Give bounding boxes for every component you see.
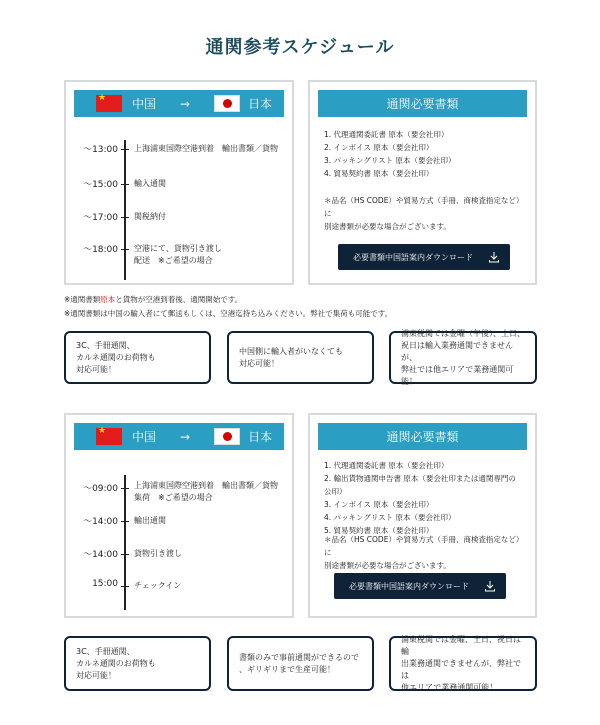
timeline-text: 輸入通関 — [134, 179, 166, 188]
required-docs-panel-2 — [308, 413, 537, 618]
feature-line: 3C、手冊通関、 — [76, 340, 135, 350]
route-arrow: → — [180, 96, 191, 111]
route-to: 日本 — [248, 97, 273, 111]
note-text: と貨物が空港到着後、通関開始です。 — [115, 295, 243, 304]
download-button-label: 必要書類中国語案内ダウンロード — [353, 252, 473, 262]
japan-flag-icon — [214, 95, 240, 112]
timeline-time: ～14:00 — [83, 550, 118, 560]
timeline-line — [124, 475, 126, 610]
feature-line: 浦東税関では金曜、土日、祝日は輸 — [401, 634, 521, 656]
note-line: ＊品名（HS CODE）や貿易方式（手冊、商検査指定など）に — [324, 535, 520, 557]
timeline-tick — [121, 554, 129, 555]
required-doc-item: 4. パッキングリスト 原本（要会社印） — [324, 513, 456, 522]
timeline-time: ～15:00 — [83, 180, 118, 190]
feature-box — [64, 331, 211, 384]
schedule-panel-1 — [64, 80, 294, 285]
download-button-label: 必要書類中国語案内ダウンロード — [349, 581, 469, 591]
timeline-tick — [121, 488, 129, 489]
feature-box — [64, 636, 211, 691]
feature-line: カルネ通関のお荷物も — [76, 658, 156, 668]
feature-box — [389, 636, 537, 691]
timeline-time: ～17:00 — [83, 213, 118, 223]
route-from: 中国 — [132, 430, 157, 444]
feature-line: 対応可能！ — [239, 358, 279, 368]
required-doc-item: 2. インボイス 原本（要会社印） — [324, 143, 434, 152]
timeline-time: ～14:00 — [83, 517, 118, 527]
download-button[interactable] — [338, 244, 510, 270]
note-1 — [64, 293, 392, 307]
japan-flag-icon — [214, 428, 240, 445]
timeline-tick — [121, 184, 129, 185]
feature-line: 対応可能！ — [76, 670, 116, 680]
required-docs-note — [324, 194, 523, 233]
route-from: 中国 — [132, 97, 157, 111]
note-line: 別途書類が必要な場合がございます。 — [324, 222, 451, 231]
timeline-text: 配送 ※ご希望の場合 — [134, 256, 213, 265]
timeline-text: 上海浦東国際空港到着 輸出書類／貨物 — [134, 144, 278, 153]
timeline-text: 貨物引き渡し — [134, 549, 182, 558]
note-highlight: 原本 — [100, 295, 116, 304]
timeline-text: 輸出通関 — [134, 516, 166, 525]
note-2: ※通関書類は中国の輸入者にて郵送もしくは、空港迄持ち込みください。弊社で集荷も可能です。 — [64, 309, 393, 318]
required-docs-list — [324, 128, 523, 180]
timeline-tick — [121, 521, 129, 522]
schedule-panel-2 — [64, 413, 294, 618]
timeline-tick — [121, 217, 129, 218]
feature-line: 弊社では他エリアで業務通関可能！ — [401, 364, 514, 386]
route-bar — [74, 423, 284, 450]
timeline-text: 上海浦東国際空港到着 輸出書類／貨物 — [134, 481, 278, 490]
feature-line: 、ギリギリまで生産可能！ — [239, 664, 335, 674]
feature-line: カルネ通関のお荷物も — [76, 352, 156, 362]
feature-box — [227, 331, 374, 384]
required-doc-item: 1. 代理通関委託書 原本（要会社印） — [324, 461, 449, 470]
timeline-time: ～13:00 — [83, 145, 118, 155]
feature-box — [389, 328, 537, 386]
required-docs-title: 通関必要書類 — [318, 423, 527, 450]
required-doc-item: 3. インボイス 原本（要会社印） — [324, 500, 434, 509]
route-bar — [74, 90, 284, 117]
timeline-text: 空港にて、貨物引き渡し — [134, 244, 222, 253]
notes-block — [64, 293, 392, 321]
china-flag-icon — [96, 428, 122, 445]
note-line: 別途書類が必要な場合がございます。 — [324, 561, 451, 570]
required-docs-note — [324, 533, 523, 572]
required-docs-list — [324, 459, 523, 537]
required-docs-panel-1 — [308, 80, 537, 285]
download-icon — [484, 580, 496, 592]
feature-line: 3C、手冊通関、 — [76, 646, 135, 656]
timeline-time: ～18:00 — [83, 245, 118, 255]
china-flag-icon — [96, 95, 122, 112]
feature-box — [227, 636, 374, 691]
timeline-tick — [121, 586, 129, 587]
download-icon — [488, 251, 500, 263]
download-button[interactable] — [334, 573, 506, 599]
feature-line: 中国側に輸入者がいなくても — [239, 346, 343, 356]
timeline-text: チェックイン — [134, 581, 182, 590]
required-docs-title: 通関必要書類 — [318, 90, 527, 117]
timeline-text: 関税納付 — [134, 212, 166, 221]
route-arrow: → — [180, 429, 191, 444]
required-doc-item: 2. 輸出貨物通関申告書 原本（要会社印または通関専門の公印） — [324, 474, 516, 496]
required-doc-item: 4. 貿易契約書 原本（要会社印） — [324, 169, 434, 178]
route-to: 日本 — [248, 430, 273, 444]
timeline-line — [124, 140, 126, 280]
feature-line: 対応可能！ — [76, 364, 116, 374]
timeline-time: 15:00 — [92, 579, 118, 589]
timeline-tick — [121, 249, 129, 250]
timeline-time: ～09:00 — [83, 484, 118, 494]
required-doc-item: 5. 貿易契約書 原本（要会社印） — [324, 526, 434, 535]
note-text: ※通関書類 — [64, 295, 101, 304]
note-line: ＊品名（HS CODE）や貿易方式（手冊、商検査指定など）に — [324, 196, 520, 218]
feature-line: 祝日は輸入業務通関できませんが、 — [401, 340, 513, 362]
required-doc-item: 3. パッキングリスト 原本（要会社印） — [324, 156, 456, 165]
required-doc-item: 1. 代理通関委託書 原本（要会社印） — [324, 130, 449, 139]
timeline-tick — [121, 149, 129, 150]
timeline-text: 集荷 ※ご希望の場合 — [134, 493, 213, 502]
feature-line: 他エリアで業務通関可能！ — [401, 682, 498, 692]
feature-line: 出業務通関できませんが、弊社では — [401, 658, 521, 680]
feature-line: 浦東税関では金曜（午後）、土日、 — [401, 328, 525, 338]
feature-line: 書類のみで事前通関ができるので — [239, 652, 359, 662]
page-title: 通関参考スケジュール — [205, 37, 395, 58]
